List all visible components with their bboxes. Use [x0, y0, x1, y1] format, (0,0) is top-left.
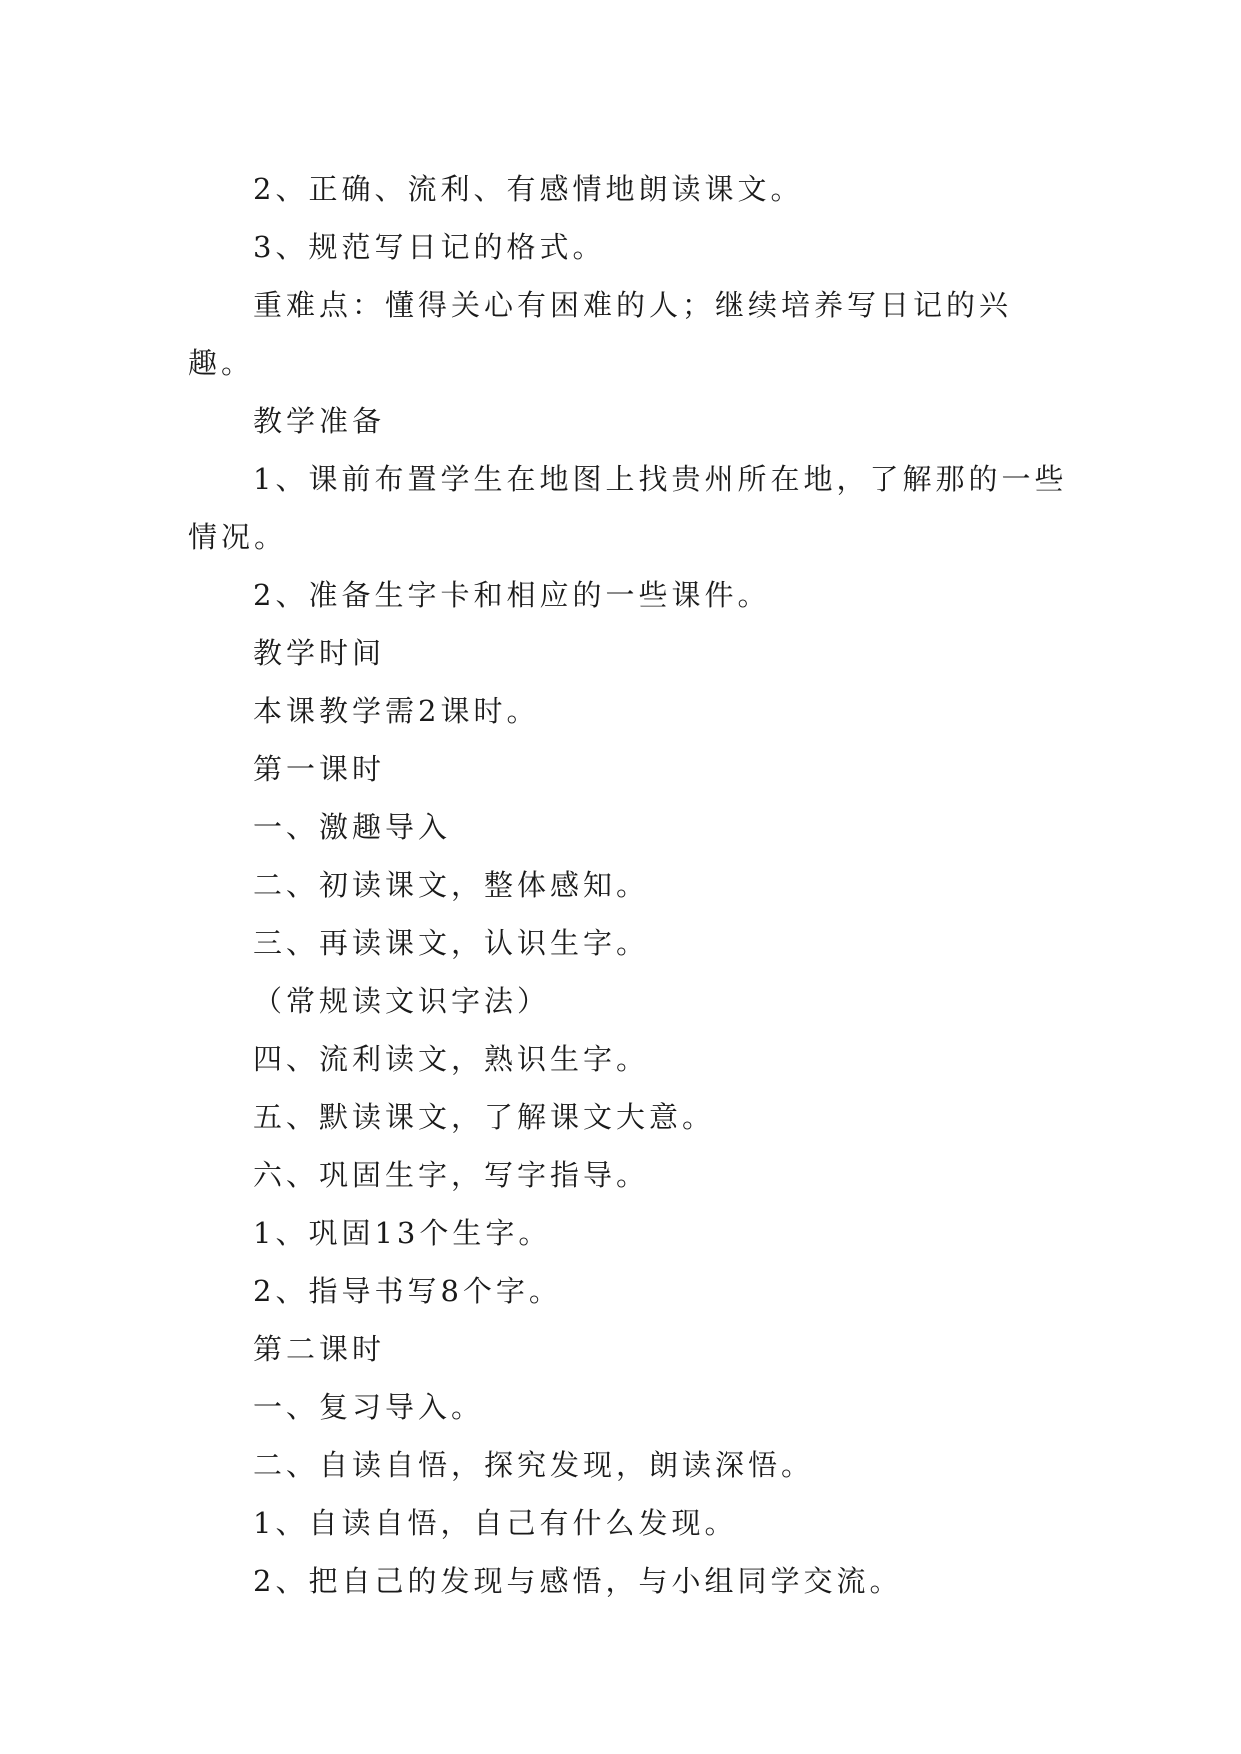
document-body	[188, 160, 1068, 1610]
paragraph: 1、自读自悟，自己有什么发现。	[253, 1506, 738, 1540]
paragraph: 2、正确、流利、有感情地朗读课文。	[253, 172, 804, 206]
paragraph: 六、巩固生字，写字指导。	[253, 1158, 650, 1192]
paragraph: 2、准备生字卡和相应的一些课件。	[253, 578, 771, 612]
paragraph: 1、课前布置学生在地图上找贵州所在地，了解那的一些情况。	[188, 462, 1068, 554]
paragraph: 2、指导书写8个字。	[253, 1274, 562, 1308]
paragraph: 重难点：懂得关心有困难的人；继续培养写日记的兴趣。	[188, 288, 1013, 380]
paragraph: 3、规范写日记的格式。	[253, 230, 606, 264]
section-heading: 教学时间	[253, 636, 386, 670]
paragraph: 1、巩固13个生字。	[253, 1216, 552, 1250]
paragraph: 三、再读课文，认识生字。	[253, 926, 650, 960]
paragraph: 2、把自己的发现与感悟，与小组同学交流。	[253, 1564, 903, 1598]
section-heading: 第一课时	[253, 752, 386, 786]
paragraph: 本课教学需2课时。	[253, 694, 540, 728]
paragraph: 二、自读自悟，探究发现，朗读深悟。	[253, 1448, 815, 1482]
paragraph: 四、流利读文，熟识生字。	[253, 1042, 650, 1076]
paragraph: 五、默读课文，了解课文大意。	[253, 1100, 716, 1134]
section-heading: 第二课时	[253, 1332, 386, 1366]
paragraph: 二、初读课文，整体感知。	[253, 868, 650, 902]
paragraph: 一、复习导入。	[253, 1390, 485, 1424]
section-heading: 教学准备	[253, 404, 386, 438]
paragraph: 一、激趣导入	[253, 810, 452, 844]
paragraph: （常规读文识字法）	[253, 984, 551, 1018]
